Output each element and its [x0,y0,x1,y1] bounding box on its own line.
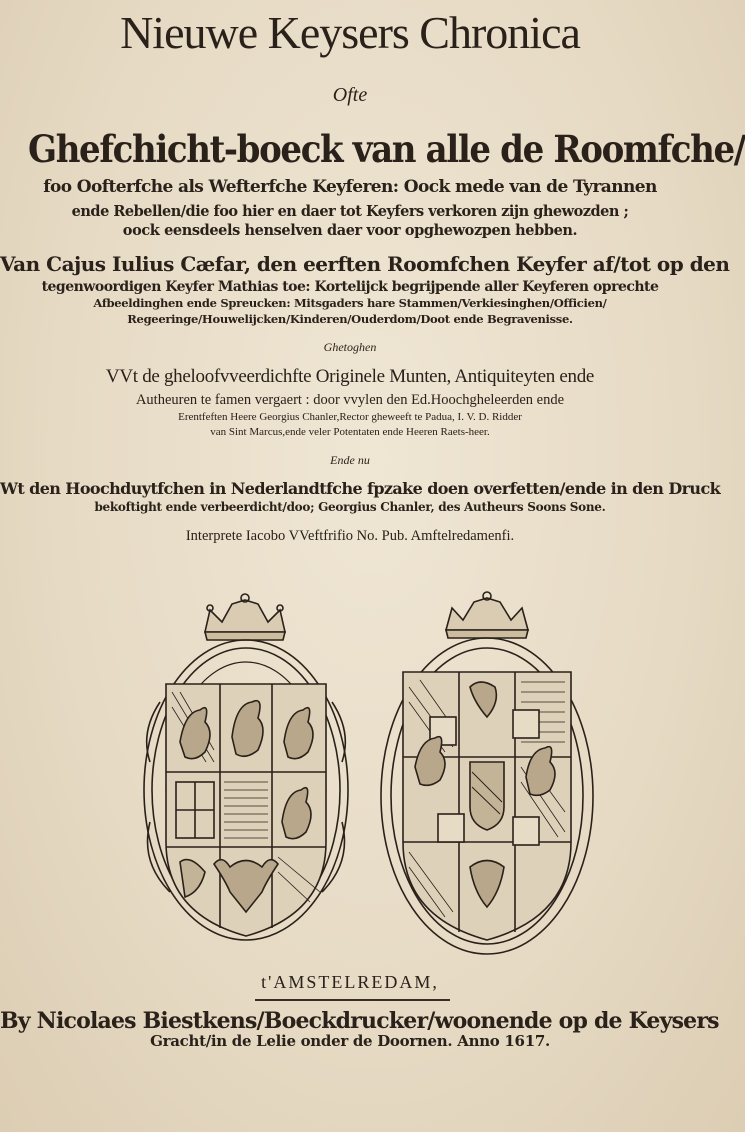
book-title: Nieuwe Keysers Chronica [120,7,580,58]
vut-line-2: Autheuren te famen vergaert : door vvylen den Ed.Hoochgheleerden ende [135,392,565,408]
main-heading: Ghefchicht-boeck van alle de Roomfche/ [28,127,745,171]
ofte-connector: Ofte [332,84,368,106]
left-coat-of-arms-icon [144,594,348,940]
vut-line-4: van Sint Marcus,ende veler Potentaten ende Heeren Raets-heer. [210,426,490,438]
printer-line-2: Gracht/in de Lelie onder de Doornen. Anno 1617. [150,1032,550,1050]
interprete-line: Interprete Iacobo VVeftfrifio No. Pub. Amftelredamenfi. [185,528,515,544]
vut-line-3: Erentfeften Heere Georgius Chanler,Rector gheweeft te Padua, I. V. D. Ridder [178,411,522,423]
uyt-line-2: bekoftight ende verbeerdicht/doo; Georgius Chanler, des Autheurs Soons Sone. [94,500,606,514]
vut-line-1: VVt de gheloofvveerdichfte Originele Munten, Antiquiteyten ende [105,366,595,387]
middle-line-2: tegenwoordigen Keyfer Mathias toe: Kortelijck begrijpende aller Keyferen oprechte [41,279,659,295]
middle-line-4: Regeeringe/Houwelijcken/Kinderen/Ouderdom/Doot ende Begravenisse. [127,312,573,326]
printer-line-1: By Nicolaes Biestkens/Boeckdrucker/woonende op de Keysers [0,1008,719,1034]
middle-line-1: Van Cajus Iulius Cæfar, den eerften Roomfchen Keyfer af/tot op den [0,252,730,276]
coats-of-arms [0,592,700,962]
middle-line-3: Afbeeldinghen ende Spreucken: Mitsgaders hare Stammen/Verkiesinghen/Officien/ [93,296,607,310]
imprint-rule [255,999,450,1001]
imprint-city: t'AMSTELREDAM, [261,972,439,992]
subtitle-line-2: ende Rebellen/die foo hier en daer tot Keyfers verkoren zijn ghewozden ; [71,203,629,220]
subtitle-line-3: oock eensdeels henselven daer voor opghewozpen hebben. [122,222,578,239]
subtitle-line-1: foo Oofterfche als Wefterfche Keyferen: Oock mede van de Tyrannen [43,177,657,197]
ghetoghen-label: Ghetoghen [323,340,377,354]
ende-nu-label: Ende nu [330,453,370,467]
right-coat-of-arms-icon [381,592,593,954]
uyt-line-1: Wt den Hoochduytfchen in Nederlandtfche fpzake doen overfetten/ende in den Druck [0,479,721,498]
